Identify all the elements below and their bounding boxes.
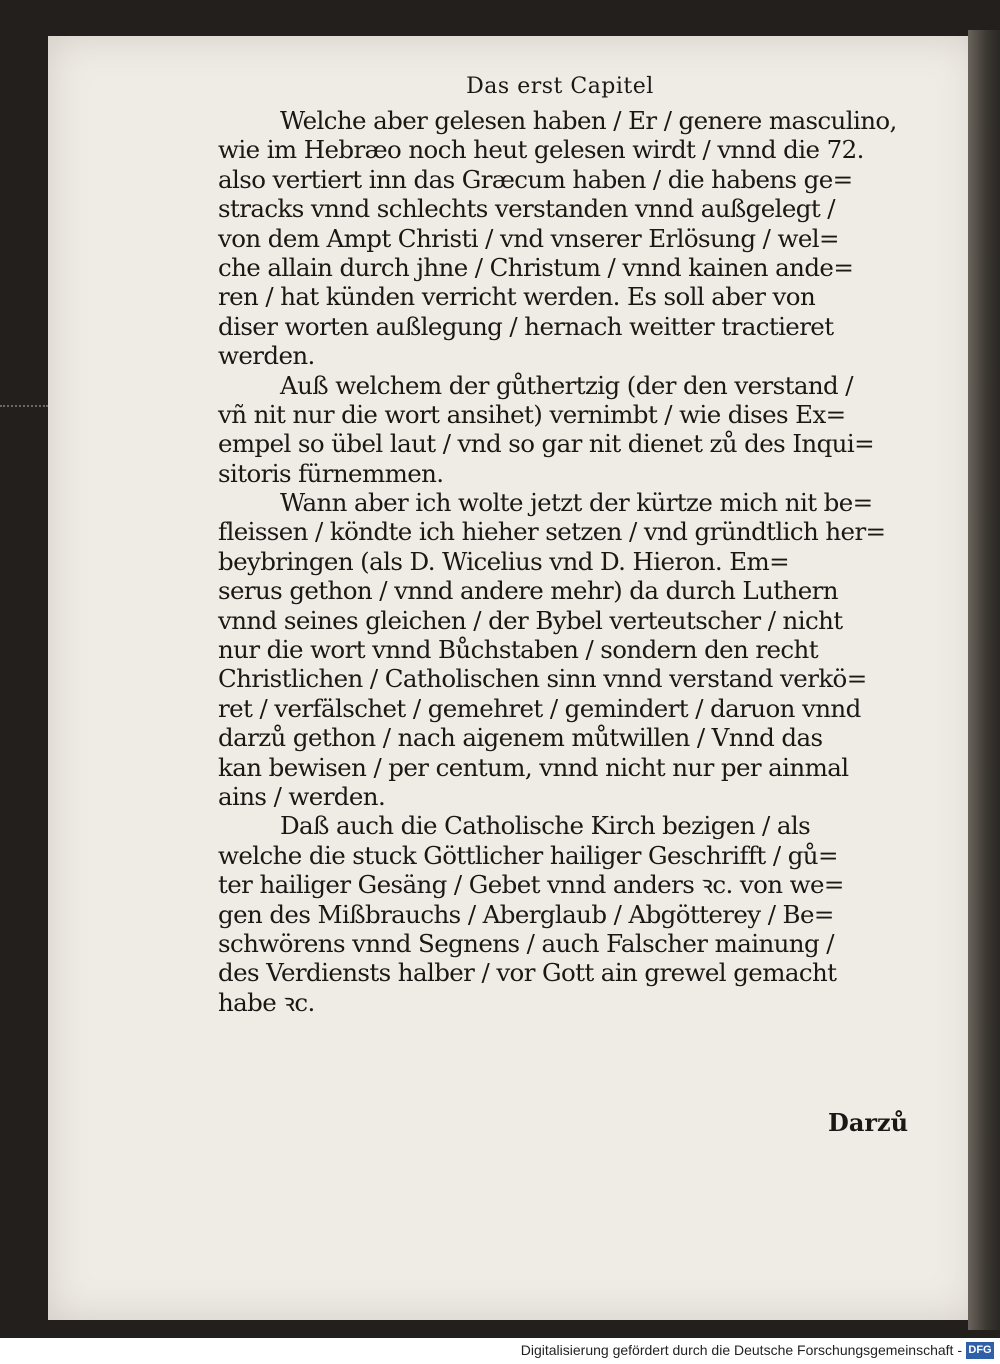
text-line: Christlichen / Catholischen sinn vnnd verstand verkö= — [218, 664, 867, 694]
text-line: vñ nit nur die wort ansihet) vernimbt / wie dises Ex= — [218, 399, 846, 429]
text-line: Welche aber gelesen haben / Er / genere masculino, — [280, 106, 897, 135]
text-line: also vertiert inn das Græcum haben / die habens ge= — [218, 164, 853, 194]
catchword: Darzů — [828, 1108, 909, 1137]
text-line: ret / verfälschet / gemehret / gemindert / daruon vnnd — [218, 693, 861, 723]
text-line: vnnd seines gleichen / der Bybel verteutscher / nicht — [218, 605, 843, 635]
text-line: schwörens vnnd Segnens / auch Falscher mainung / — [218, 928, 834, 958]
text-line: werden. — [218, 341, 315, 371]
text-line: des Verdiensts halber / vor Gott ain grewel gemacht — [218, 958, 837, 988]
page-edge — [968, 30, 1000, 1330]
running-head: Das erst Capitel — [466, 74, 654, 99]
text-line: ter hailiger Gesäng / Gebet vnnd anders ꝛc. von we= — [218, 870, 844, 900]
text-line: wie im Hebræo noch heut gelesen wirdt / vnnd die 72. — [218, 135, 864, 165]
text-line: Daß auch die Catholische Kirch bezigen / als — [280, 811, 811, 841]
text-line: kan bewisen / per centum, vnnd nicht nur per ainmal — [218, 752, 849, 782]
text-line: stracks vnnd schlechts verstanden vnnd außgelegt / — [218, 194, 835, 224]
footer-bar — [0, 1338, 1000, 1364]
text-line: che allain durch jhne / Christum / vnnd kainen ande= — [218, 252, 854, 282]
text-line: empel so übel laut / vnd so gar nit dienet zů des Inqui= — [218, 429, 875, 459]
text-line: ren / hat künden verricht werden. Es soll aber von — [218, 282, 816, 312]
dfg-logo-icon: DFG — [966, 1342, 994, 1359]
footer-credit: Digitalisierung gefördert durch die Deutsche Forschungsgemeinschaft - — [520, 1342, 962, 1358]
text-line: fleissen / köndte ich hieher setzen / vnd gründtlich her= — [218, 517, 886, 547]
text-line: Auß welchem der gůthertzig (der den verstand / — [280, 370, 853, 400]
text-line: ains / werden. — [218, 781, 386, 811]
scan-margin-marks — [0, 405, 48, 411]
text-line: gen des Mißbrauchs / Aberglaub / Abgötterey / Be= — [218, 899, 834, 929]
text-line: beybringen (als D. Wicelius vnd D. Hieron. Em= — [218, 546, 790, 576]
text-line: Wann aber ich wolte jetzt der kürtze mich nit be= — [280, 488, 873, 518]
text-line: nur die wort vnnd Bůchstaben / sondern den recht — [218, 635, 818, 665]
body-text — [218, 106, 918, 1017]
text-line: habe ꝛc. — [218, 987, 315, 1017]
text-line: welche die stuck Göttlicher hailiger Geschrifft / gů= — [218, 840, 838, 870]
text-line: diser worten außlegung / hernach weitter tractieret — [218, 311, 834, 341]
text-line: darzů gethon / nach aigenem můtwillen / Vnnd das — [218, 723, 823, 753]
text-line: von dem Ampt Christi / vnd vnserer Erlösung / wel= — [218, 223, 839, 253]
text-line: sitoris fürnemmen. — [218, 458, 444, 488]
text-line: serus gethon / vnnd andere mehr) da durch Luthern — [218, 576, 838, 606]
